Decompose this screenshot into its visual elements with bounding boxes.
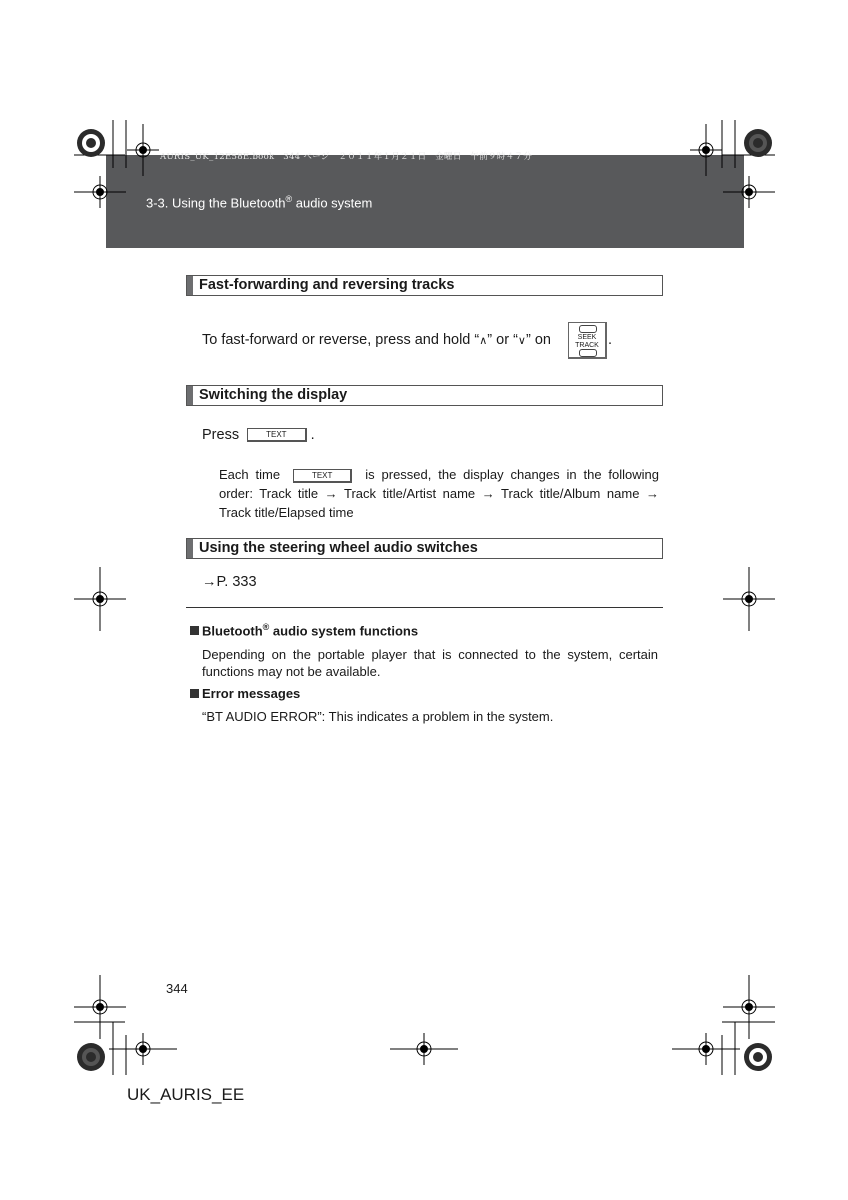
section-heading-label: Switching the display [199,387,348,403]
note-title-bluetooth: Bluetooth® audio system functions [190,622,418,638]
print-meta-line: AURIS_UK_12E58E.book 344 ページ ２０１１年１月２１日 金曜日 午前９時４７分 [160,152,533,162]
fast-forward-instruction: To fast-forward or reverse, press and hold “∧” or “∨” on [202,332,551,348]
text-button-icon: TEXT [247,428,306,442]
page-reference: →P. 333 [202,574,257,590]
page-number: 344 [166,981,188,996]
text-button-icon: TEXT [293,469,352,483]
section-heading-label: Fast-forwarding and reversing tracks [199,277,455,293]
fast-forward-period: . [608,332,613,348]
document-code: UK_AURIS_EE [127,1085,245,1104]
up-arrow-icon: ∧ [479,335,488,347]
display-order-description: Each time TEXT is pressed, the display changes in the following order: Track title → Track title/Artist name → Track title/Album name → Track title/Elapsed time [219,467,659,520]
note-title-error: Error messages [190,686,300,701]
seek-track-button-icon: SEEK TRACK [568,322,607,359]
note-body-bluetooth: Depending on the portable player that is connected to the system, certain functions may not be available. [202,647,658,679]
press-text-instruction: Press TEXT . [202,427,315,443]
chapter-section-title: 3-3. Using the Bluetooth® audio system [146,194,373,211]
down-arrow-icon: ∨ [517,335,526,347]
section-heading-label: Using the steering wheel audio switches [199,540,478,556]
note-body-error: “BT AUDIO ERROR”: This indicates a problem in the system. [202,709,554,724]
